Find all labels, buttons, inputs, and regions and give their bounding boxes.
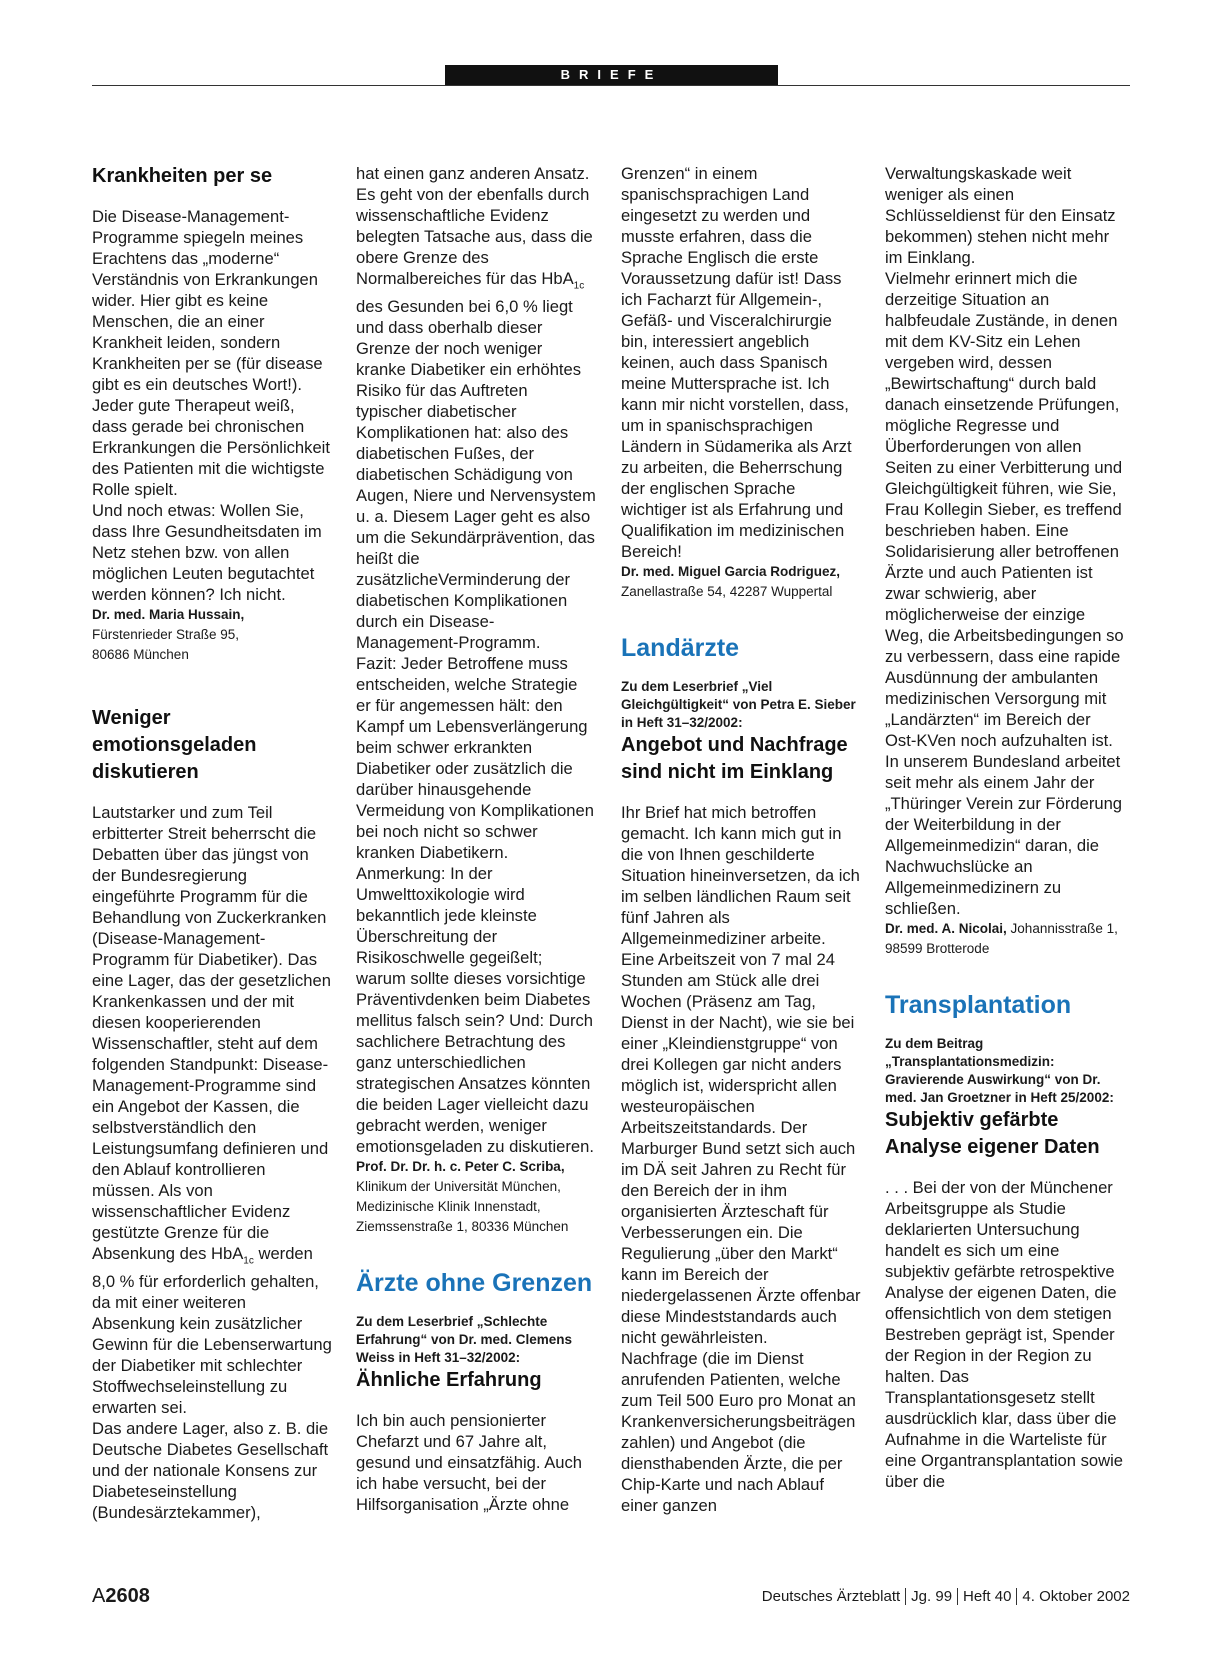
letter-heading: Weniger emotionsgeladen diskutieren [92, 707, 257, 783]
column-3 [621, 163, 861, 1516]
author-name: Dr. med. A. Nicolai, [885, 921, 1007, 936]
section-title: Ärzte ohne Grenzen [356, 1269, 593, 1298]
paragraph: hat einen ganz anderen Ansatz. Es geht von der ebenfalls durch wissenschaftliche Evidenz belegten Tatsache aus, dass die obere Grenze des Normalbereiches für das HbA$_{1c}$ des Gesunden bei 6,0 % liegt und dass oberhalb dieser Grenze der noch weniger kranke Diabetiker ein erhöhtes Risiko für das Auftreten typischer diabetischer Komplikationen hat: also des diabetischen Fußes, der diabetischen Schädigung von Augen, Niere und Nervensystem u. a. Diesem Lager geht es also um die Sekundärprävention, das heißt die zusätzlicheVerminderung der diabetischen Komplikationen durch ein Disease-Management-Programm. [356, 164, 596, 653]
author-address: 98599 Brotterode [885, 941, 990, 956]
author-signature [92, 605, 332, 625]
paragraph: Ich bin auch pensionierter Chefarzt und 67 Jahre alt, gesund und einsatzfähig. Auch ich habe versucht, bei der Hilfsorganisation „Ärzte ohne [356, 1411, 583, 1515]
author-signature [356, 1157, 596, 1177]
journal-issue: Heft 40 [963, 1588, 1012, 1605]
letter-heading: Angebot und Nachfrage sind nicht im Einklang [621, 734, 848, 783]
paragraph: Vielmehr erinnert mich die derzeitige Situation an halbfeudale Zustände, in denen mit dem KV-Sitz ein Lehen vergeben wird, dessen „Bewirtschaftung“ durch bald danach einsetzende Prüfungen, mögliche Regresse und Überforderungen von allen Seiten zu einer Verbitterung und Gleichgültigkeit führen, wie Sie, Frau Kollegin Sieber, es treffend beschrieben haben. Eine Solidarisierung aller betroffenen Ärzte und auch Patienten ist zwar schwierig, aber möglicherweise der einzige Weg, die Arbeitsbedingungen so zu verbessern, dass eine rapide Ausdünnung der ambulanten medizinischen Versorgung mit „Landärzten“ im Bereich der Ost-KVen noch aufzuhalten ist. In unserem Bundesland arbeitet seit mehr als einem Jahr der „Thüringer Verein zur Förderung der Weiterbildung in der Allgemeinmedizin“ daran, die Nachwuchslücke an Allgemeinmedizinern zu schließen. [885, 269, 1124, 918]
author-signature [885, 919, 1125, 939]
paragraph: Jeder gute Therapeut weiß, dass gerade bei chronischen Erkrankungen die Persönlichkeit des Patienten mit die wichtigste Rolle spielt. [92, 396, 330, 499]
paragraph: Ihr Brief hat mich betroffen gemacht. Ich kann mich gut in die von Ihnen geschilderte Situation hineinversetzen, da ich im selben ländlichen Raum seit fünf Jahren als Allgemeinmediziner arbeite. Eine Arbeitszeit von 7 mal 24 Stunden am Stück alle drei Wochen (Präsenz am Tag, Dienst in der Nacht), wie sie bei einer „Kleindienstgruppe“ von drei Kollegen gar nicht anders möglich ist, widerspricht allen westeuropäischen Arbeitszeitstandards. Der Marburger Bund setzt sich auch im DÄ seit Jahren zu Recht für den Bereich der in ihm organisierten Ärzteschaft für Verbesserungen ein. Die Regulierung „über den Markt“ kann im Bereich der niedergelassenen Ärzte offenbar diese Mindeststandards auch nicht gewährleisten. [621, 803, 861, 1347]
paragraph: Grenzen“ in einem spanischsprachigen Land eingesetzt zu werden und musste erfahren, dass die Sprache Englisch die erste Voraussetzung dafür ist! Dass ich Facharzt für Allgemein-, Gefäß- und Visceralchirurgie bin, interessiert angeblich keinen, auch dass Spanisch meine Muttersprache ist. Ich kann mir nicht vorstellen, dass, um in spanischsprachigen Ländern in Südamerika als Arzt zu arbeiten, die Beherrschung der englischen Sprache wichtiger ist als Erfahrung und Qualifikation im medizinischen Bereich! [621, 164, 852, 561]
journal-volume: Jg. 99 [911, 1588, 953, 1605]
journal-name: Deutsches Ärzteblatt [761, 1588, 901, 1605]
paragraph: Und noch etwas: Wollen Sie, dass Ihre Gesundheitsdaten im Netz stehen bzw. von allen möglichen Leuten begutachtet werden können? Ich nicht. [92, 501, 322, 604]
column-2 [356, 163, 596, 1515]
letter-heading: Subjektiv gefärbte Analyse eigener Daten [885, 1109, 1100, 1158]
paragraph: Die Disease-Management-Programme spiegeln meines Erachtens das „moderne“ Verständnis von Erkrankungen wider. Hier gibt es keine Menschen, die an einer Krankheit leiden, sondern Krankheiten per se (für disease gibt es ein deutsches Wort!). [92, 207, 323, 394]
page-number: A2608 [92, 1585, 150, 1607]
author-address: Ziemssenstraße 1, 80336 München [356, 1219, 569, 1235]
author-name: Dr. med. Maria Hussain, [92, 607, 245, 622]
header-rule [92, 85, 1130, 86]
paragraph: Lautstarker und zum Teil erbitterter Streit beherrscht die Debatten über das jüngst von der Bundesregierung eingeführte Programm für die Behandlung von Zuckerkranken (Disease-Management-Programm für Diabetiker). Das eine Lager, das der gesetzlichen Krankenkassen und der mit diesen kooperierenden Wissenschaftler, steht auf dem folgenden Standpunkt: Disease-Management-Programme sind ein Angebot der Kassen, die selbstverständlich den Leistungsumfang definieren und den Ablauf kontrollieren müssen. Als von wissenschaftlicher Evidenz gestützte Grenze für die Absenkung des HbA$_{1c}$ werden 8,0 % für erforderlich gehalten, da mit einer weiteren Absenkung kein zusätzlicher Gewinn für die Lebenserwartung der Diabetiker mit schlechter Stoffwechseleinstellung zu erwarten sei. [92, 803, 332, 1418]
reference-intro: Zu dem Leserbrief „Schlechte Erfahrung“ von Dr. med. Clemens Weiss in Heft 31–32/2002: [356, 1314, 573, 1366]
author-signature [621, 562, 861, 582]
reference-intro: Zu dem Beitrag „Transplantationsmedizin: Gravierende Auswirkung“ von Dr. med. Jan Groetzner in Heft 25/2002: [885, 1036, 1114, 1105]
author-name: Prof. Dr. Dr. h. c. Peter C. Scriba, [356, 1159, 565, 1175]
author-address: Klinikum der Universität München, [356, 1179, 561, 1195]
paragraph: Das andere Lager, also z. B. die Deutsche Diabetes Gesellschaft und der nationale Konsens zur Diabeteseinstellung (Bundesärztekammer), [92, 1419, 329, 1523]
section-header: BRIEFE [445, 65, 778, 85]
section-title: Transplantation [885, 991, 1072, 1019]
letter-heading: Ähnliche Erfahrung [356, 1369, 542, 1392]
column-4 [885, 163, 1125, 1492]
journal-date: 4. Oktober 2002 [1022, 1588, 1130, 1605]
reference-intro: Zu dem Leserbrief „Viel Gleichgültigkeit“ von Petra E. Sieber in Heft 31–32/2002: [621, 679, 856, 730]
paragraph: . . . Bei der von der Münchener Arbeitsgruppe als Studie deklarierten Untersuchung handelt es sich um eine subjektiv gefärbte retrospektive Analyse der eigenen Daten, die offensichtlich von dem stetigen Bestreben geprägt ist, Spender der Region in der Region zu halten. Das Transplantationsgesetz stellt ausdrücklich klar, dass über die Aufnahme in die Warteliste für eine Organtransplantation sowie über die [885, 1178, 1123, 1491]
author-address: 80686 München [92, 647, 189, 662]
paragraph: Anmerkung: In der Umwelttoxikologie wird bekanntlich jede kleinste Überschreitung der Risikoschwelle gegeißelt; warum sollte dieses vorsichtige Präventivdenken beim Diabetes mellitus falsch sein? Und: Durch sachlichere Betrachtung des ganz unterschiedlichen strategischen Ansatzes könnten die beiden Lager vielleicht dazu gebracht werden, weniger emotionsgeladen zu diskutieren. [356, 864, 594, 1157]
column-1 [92, 163, 332, 1523]
author-address: Fürstenrieder Straße 95, [92, 627, 240, 642]
journal-footer [762, 1588, 1130, 1605]
section-title: Landärzte [621, 634, 740, 662]
author-address: Medizinische Klinik Innenstadt, [356, 1199, 541, 1215]
author-address: Johannisstraße 1, [1006, 921, 1118, 936]
paragraph: Nachfrage (die im Dienst anrufenden Patienten, welche zum Teil 500 Euro pro Monat an Krankenversicherungsbeiträgen zahlen) und Angebot (die diensthabenden Ärzte, die per Chip-Karte und nach Ablauf einer ganzen [621, 1349, 856, 1515]
paragraph: Fazit: Jeder Betroffene muss entscheiden, welche Strategie er für angemessen hält: den Kampf um Lebensverlängerung beim schwer erkrankten Diabetiker oder zusätzlich die darüber hinausgehende Vermeidung von Komplikationen bei noch nicht so schwer kranken Diabetikern. [356, 654, 594, 863]
author-address: Zanellastraße 54, 42287 Wuppertal [621, 584, 833, 599]
author-name: Dr. med. Miguel Garcia Rodriguez, [621, 564, 841, 579]
letter-heading: Krankheiten per se [92, 165, 273, 187]
paragraph: Verwaltungskaskade weit weniger als einen Schlüsseldienst für den Einsatz bekommen) stehen nicht mehr im Einklang. [885, 164, 1116, 267]
